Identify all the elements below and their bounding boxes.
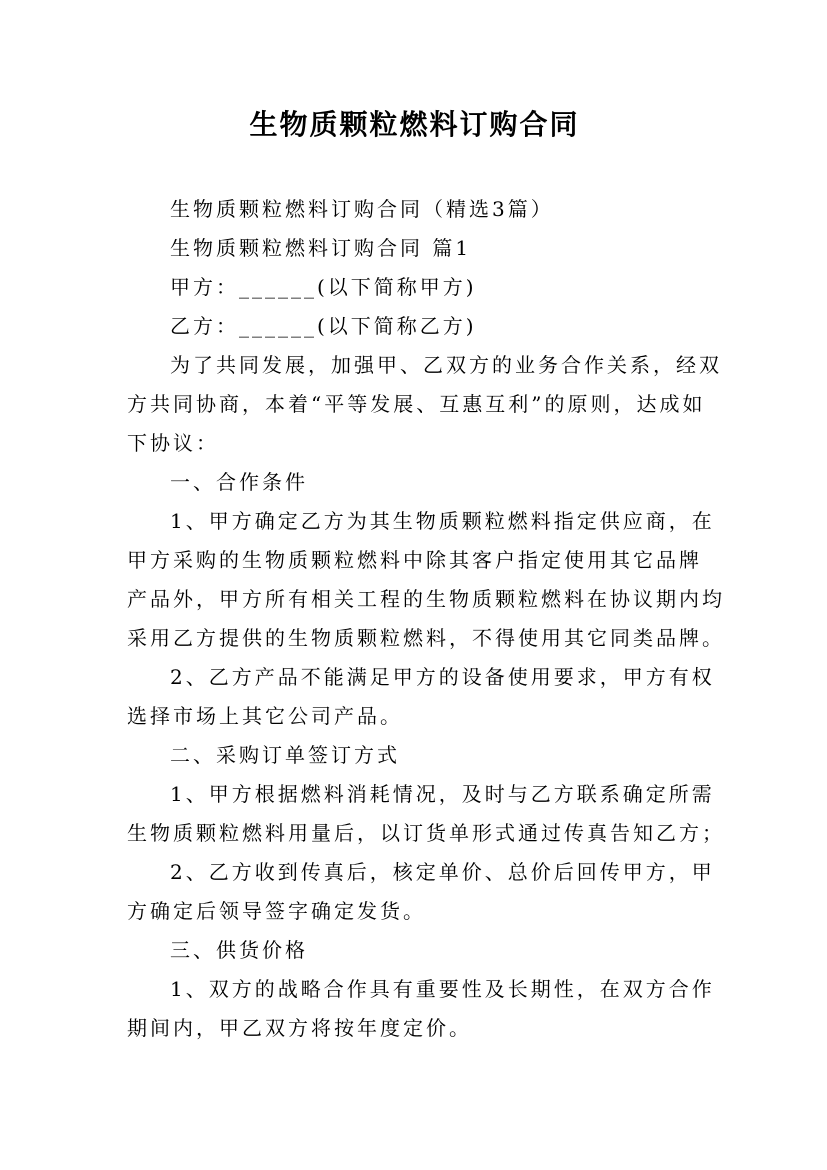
- paragraph-line: 一、合作条件: [170, 470, 308, 494]
- paragraph-line: 方确定后领导签字确定发货。: [127, 899, 426, 923]
- paragraph-line: 方共同协商，本着“平等发展、互惠互利”的原则，达成如: [127, 392, 706, 416]
- paragraph-line: 1、甲方确定乙方为其生物质颗粒燃料指定供应商，在: [170, 509, 715, 533]
- clause-order-confirmation: [127, 775, 767, 853]
- paragraph-line: 生物质颗粒燃料订购合同（精选3篇）: [170, 197, 554, 221]
- heading-cooperation-terms: [127, 463, 767, 502]
- clause-fax-reply: [127, 853, 767, 931]
- paragraph-line: 2、乙方收到传真后，核定单价、总价后回传甲方，甲: [170, 860, 715, 884]
- paragraph-preamble: [127, 346, 767, 463]
- document-title: 生物质颗粒燃料订购合同: [249, 108, 580, 141]
- paragraph-line: 采用乙方提供的生物质颗粒燃料，不得使用其它同类品牌。: [127, 626, 725, 650]
- paragraph-line: 生物质颗粒燃料用量后，以订货单形式通过传真告知乙方；: [127, 821, 725, 845]
- paragraph-subtitle: [127, 190, 767, 229]
- document-body: [127, 190, 767, 1048]
- paragraph-line: 2、乙方产品不能满足甲方的设备使用要求，甲方有权: [170, 665, 715, 689]
- paragraph-line: 期间内，甲乙双方将按年度定价。: [127, 1016, 472, 1040]
- paragraph-line: 生物质颗粒燃料订购合同 篇1: [170, 236, 472, 260]
- paragraph-party-b: [127, 307, 767, 346]
- paragraph-line: 选择市场上其它公司产品。: [127, 704, 403, 728]
- clause-product-requirements: [127, 658, 767, 736]
- paragraph-line: 1、双方的战略合作具有重要性及长期性，在双方合作: [170, 977, 715, 1001]
- paragraph-line: 三、供货价格: [170, 938, 308, 962]
- paragraph-line: 甲方：______(以下简称甲方): [170, 275, 477, 299]
- paragraph-line: 下协议：: [127, 431, 219, 455]
- paragraph-line: 为了共同发展，加强甲、乙双方的业务合作关系，经双: [170, 353, 722, 377]
- clause-designated-supplier: [127, 502, 767, 658]
- heading-supply-price: [127, 931, 767, 970]
- paragraph-line: 乙方：______(以下简称乙方): [170, 314, 477, 338]
- paragraph-line: 二、采购订单签订方式: [170, 743, 400, 767]
- clause-annual-pricing: [127, 970, 767, 1048]
- paragraph-line: 产品外，甲方所有相关工程的生物质颗粒燃料在协议期内均: [127, 587, 725, 611]
- paragraph-section-heading: [127, 229, 767, 268]
- paragraph-party-a: [127, 268, 767, 307]
- paragraph-line: 1、甲方根据燃料消耗情况，及时与乙方联系确定所需: [170, 782, 715, 806]
- heading-purchase-order: [127, 736, 767, 775]
- paragraph-line: 甲方采购的生物质颗粒燃料中除其客户指定使用其它品牌: [127, 548, 702, 572]
